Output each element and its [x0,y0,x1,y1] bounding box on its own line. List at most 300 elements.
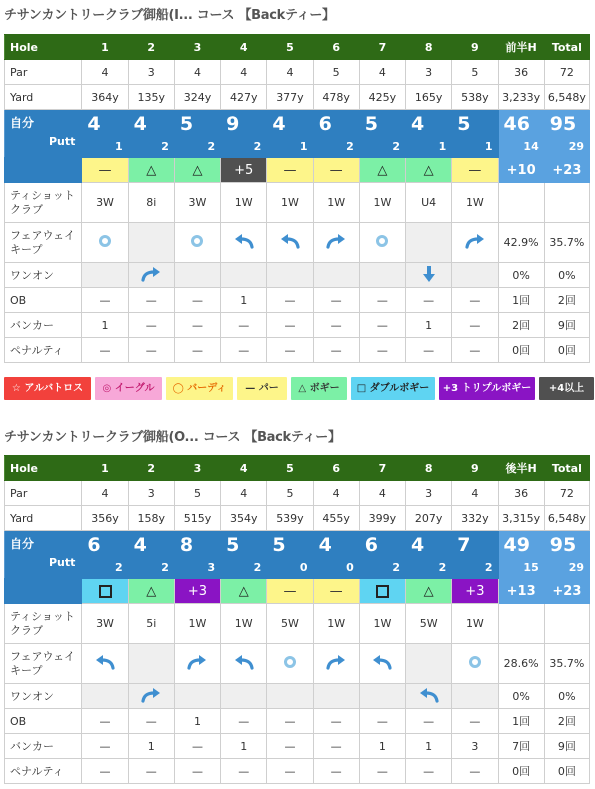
penalty-cell: — [82,759,128,784]
ob-cell: — [452,288,498,313]
yard-cell: 135y [128,85,174,110]
one-on-cell [82,263,128,288]
header-cell: Total [544,35,589,60]
front-course-title: チサンカントリークラブ御船(I... コース 【Backティー】 [4,8,335,23]
self-label-cell [5,531,82,579]
yard-cell: 427y [221,85,267,110]
penalty-cell: — [359,338,405,363]
one-on-cell [452,263,498,288]
stroke-cell [128,110,174,158]
yard-cell: 364y [82,85,128,110]
putt-count: 2 [392,561,401,574]
one-on-row [5,684,590,709]
bunker-cell: — [359,313,405,338]
stroke-cell [452,531,498,579]
putt-count: 15 [523,561,539,574]
miss-right-icon [140,272,162,285]
miss-right-icon [464,239,486,252]
row-label [5,604,82,644]
club-cell: 1W [313,183,359,223]
club-cell: 1W [221,604,267,644]
header-cell: 6 [313,35,359,60]
penalty-cell: — [313,338,359,363]
ob-cell: 1回 [498,288,544,313]
stroke-count: 6 [318,113,332,135]
row-label: Yard [5,85,82,110]
self-label: 自分 [10,116,35,130]
penalty-cell: 0回 [498,759,544,784]
penalty-cell: — [452,759,498,784]
par-cell: 4 [82,481,128,506]
miss-right-icon [325,239,347,252]
ob-cell: 1 [221,288,267,313]
header-cell: Hole [5,456,82,481]
miss-right-icon [186,660,208,673]
row-label: ワンオン [5,263,82,288]
stroke-cell [221,531,267,579]
penalty-cell: — [221,338,267,363]
bunker-cell: — [174,734,220,759]
ob-cell: — [359,288,405,313]
club-cell: 3W [82,604,128,644]
result-cell: △ [221,579,267,604]
result-sum-cell: +23 [544,158,589,183]
yard-cell: 455y [313,506,359,531]
putt-count: 3 [207,561,216,574]
ob-cell: 1 [174,709,220,734]
yard-cell: 324y [174,85,220,110]
row-label: Par [5,60,82,85]
stroke-count: 4 [272,113,286,135]
stroke-cell [544,531,589,579]
yard-row [5,506,590,531]
row-label: ペナルティ [5,338,82,363]
par-cell: 3 [128,60,174,85]
bunker-row [5,734,590,759]
one-on-cell [174,263,220,288]
one-on-cell [267,684,313,709]
club-label: ティショット クラブ [10,609,75,637]
short-icon [422,273,436,286]
result-cell: △ [128,579,174,604]
double-bogey-box-icon [99,585,112,598]
result-label-cell [5,158,82,183]
bunker-cell: 9回 [544,313,589,338]
fairway-cell [174,644,220,684]
club-cell: 1W [174,604,220,644]
putt-label: Putt [48,135,76,148]
bunker-row [5,313,590,338]
penalty-cell: — [406,338,452,363]
putt-count: 2 [438,561,447,574]
one-on-cell [359,684,405,709]
one-on-cell [267,263,313,288]
one-on-row [5,263,590,288]
bunker-cell: — [128,313,174,338]
club-sum-cell [498,183,544,223]
legend-triple: +3 トリプルボギー [439,377,535,400]
penalty-cell: — [452,338,498,363]
fairway-cell [452,644,498,684]
putt-count: 29 [568,561,584,574]
fairway-cell-na [406,644,452,684]
putt-count: 2 [161,561,169,574]
stroke-count: 4 [411,113,425,135]
bunker-cell: 1 [221,734,267,759]
miss-left-icon [233,660,255,673]
yard-cell: 207y [406,506,452,531]
result-cell: +5 [221,158,267,183]
ob-cell: — [174,288,220,313]
miss-right-icon [325,660,347,673]
par-cell: 4 [452,481,498,506]
result-sum-cell: +23 [544,579,589,604]
club-cell: 3W [174,183,220,223]
ob-cell: — [313,709,359,734]
fairway-cell [221,644,267,684]
result-cell: — [452,158,498,183]
one-on-rate-cell: 0% [544,263,589,288]
fairway-cell [452,223,498,263]
self-label: 自分 [10,537,35,551]
row-label [5,183,82,223]
club-cell: 1W [313,604,359,644]
fairway-cell-na [406,223,452,263]
header-cell: 8 [406,35,452,60]
yard-cell: 399y [359,506,405,531]
front-scorecard [4,34,590,363]
result-cell: — [267,579,313,604]
club-label: ティショット クラブ [10,188,75,216]
bunker-cell: — [313,313,359,338]
stroke-count: 4 [133,113,147,135]
putt-count: 1 [114,140,123,153]
one-on-rate-cell: 0% [544,684,589,709]
club-cell: 5W [267,604,313,644]
club-cell: 1W [359,183,405,223]
fairway-hit-icon [283,659,297,672]
yard-cell: 354y [221,506,267,531]
par-cell: 4 [267,60,313,85]
club-cell: 1W [452,604,498,644]
fairway-hit-icon [98,238,112,251]
header-cell: 4 [221,35,267,60]
penalty-cell: — [406,759,452,784]
result-cell: △ [174,158,220,183]
stroke-count: 46 [503,113,530,135]
yard-cell: 3,233y [498,85,544,110]
ob-cell: — [406,709,452,734]
ob-cell: — [313,288,359,313]
stroke-count: 4 [87,113,101,135]
fairway-cell [82,644,128,684]
par-cell: 36 [498,60,544,85]
penalty-cell: — [221,759,267,784]
score-legend [4,377,594,401]
penalty-cell: 0回 [544,759,589,784]
bunker-cell: — [267,313,313,338]
fairway-cell [267,223,313,263]
putt-count: 2 [161,140,169,153]
ob-cell: 1回 [498,709,544,734]
miss-left-icon [418,693,440,706]
putt-count: 29 [568,140,584,153]
one-on-cell [313,684,359,709]
penalty-cell: — [128,759,174,784]
header-cell: Total [544,456,589,481]
putt-count: 1 [484,140,493,153]
result-row [5,579,590,604]
club-cell: 8i [128,183,174,223]
club-cell: 1W [359,604,405,644]
bunker-cell: 1 [406,313,452,338]
row-label: OB [5,288,82,313]
par-cell: 4 [82,60,128,85]
header-cell: 前半H [498,35,544,60]
yard-cell: 356y [82,506,128,531]
yard-cell: 515y [174,506,220,531]
row-label: バンカー [5,734,82,759]
penalty-cell: 0回 [498,338,544,363]
putt-count: 0 [346,561,354,574]
row-label: ペナルティ [5,759,82,784]
club-cell: 1W [221,183,267,223]
row-label: バンカー [5,313,82,338]
self-score-row [5,110,590,158]
row-label: Par [5,481,82,506]
result-cell: — [82,158,128,183]
ob-row [5,288,590,313]
club-cell: U4 [406,183,452,223]
result-cell: — [267,158,313,183]
header-cell: 4 [221,456,267,481]
back-scorecard [4,455,590,784]
bunker-cell: — [82,734,128,759]
putt-count: 2 [392,140,401,153]
legend-bogey: △ ボギー [291,377,347,400]
header-cell: Hole [5,35,82,60]
fairway-cell-na [128,223,174,263]
legend-birdie: ◯ バーディ [166,377,233,400]
putt-count: 1 [438,140,447,153]
yard-cell: 538y [452,85,498,110]
header-cell: 9 [452,35,498,60]
stroke-cell [406,531,452,579]
fairway-cell [313,223,359,263]
stroke-count: 5 [226,534,240,556]
header-cell: 2 [128,35,174,60]
putt-count: 1 [299,140,308,153]
par-cell: 5 [452,60,498,85]
stroke-cell [128,531,174,579]
stroke-count: 95 [549,534,577,556]
fairway-label: フェアウェイ キープ [10,228,76,256]
stroke-count: 8 [179,534,194,556]
miss-left-icon [371,660,393,673]
par-cell: 5 [174,481,220,506]
putt-count: 2 [253,561,262,574]
penalty-cell: 0回 [544,338,589,363]
stroke-cell [174,531,220,579]
fairway-row [5,644,590,684]
par-cell: 72 [544,60,589,85]
stroke-cell [406,110,452,158]
penalty-cell: — [359,759,405,784]
legend-eagle: ◎ イーグル [95,377,162,400]
legend-albatross: ☆ アルバトロス [4,377,91,400]
putt-count: 2 [346,140,354,153]
club-cell: 1W [452,183,498,223]
par-cell: 3 [128,481,174,506]
header-cell: 5 [267,456,313,481]
yard-cell: 158y [128,506,174,531]
fairway-rate-cell: 42.9% [498,223,544,263]
header-cell: 後半H [498,456,544,481]
bunker-cell: — [174,313,220,338]
miss-right-icon [140,693,162,706]
stroke-count: 5 [272,534,286,556]
bunker-cell: 3 [452,734,498,759]
one-on-cell [452,684,498,709]
stroke-count: 4 [411,534,425,556]
one-on-cell [128,263,174,288]
stroke-cell [267,110,313,158]
fairway-rate-cell: 35.7% [544,223,589,263]
result-cell: △ [359,158,405,183]
yard-cell: 165y [406,85,452,110]
one-on-cell [221,263,267,288]
stroke-cell [544,110,589,158]
result-sum-cell: +10 [498,158,544,183]
par-cell: 5 [267,481,313,506]
putt-count: 2 [253,140,262,153]
miss-left-icon [94,660,116,673]
par-cell: 4 [221,481,267,506]
one-on-cell [82,684,128,709]
par-cell: 4 [313,481,359,506]
result-label-cell [5,579,82,604]
yard-cell: 6,548y [544,85,589,110]
yard-cell: 332y [452,506,498,531]
one-on-cell [174,684,220,709]
row-label: OB [5,709,82,734]
fairway-label: フェアウェイ キープ [10,649,76,677]
tee-club-row [5,604,590,644]
header-row [5,456,590,481]
bunker-cell: 1 [359,734,405,759]
fairway-rate-cell: 28.6% [498,644,544,684]
putt-count: 2 [207,140,216,153]
par-cell: 4 [221,60,267,85]
bunker-cell: — [313,734,359,759]
stroke-cell [82,531,128,579]
header-cell: 7 [359,456,405,481]
one-on-cell [359,263,405,288]
stroke-cell [221,110,267,158]
stroke-count: 4 [318,534,332,556]
ob-cell: — [452,709,498,734]
miss-left-icon [279,239,301,252]
result-cell: △ [128,158,174,183]
result-cell: +3 [174,579,220,604]
header-cell: 5 [267,35,313,60]
yard-cell: 6,548y [544,506,589,531]
legend-par: — パー [237,377,287,400]
putt-label: Putt [48,556,76,569]
header-cell: 3 [174,35,220,60]
stroke-count: 5 [179,113,194,135]
fairway-cell [221,223,267,263]
putt-count: 0 [299,561,308,574]
back-course-title: チサンカントリークラブ御船(O... コース 【Backティー】 [4,430,341,445]
ob-cell: — [82,709,128,734]
bunker-cell: 9回 [544,734,589,759]
club-cell: 3W [82,183,128,223]
bunker-cell: 7回 [498,734,544,759]
bunker-cell: — [221,313,267,338]
fairway-cell-na [128,644,174,684]
fairway-cell [313,644,359,684]
header-cell: 9 [452,456,498,481]
one-on-rate-cell: 0% [498,263,544,288]
ob-cell: — [406,288,452,313]
fairway-cell [82,223,128,263]
result-cell: — [313,579,359,604]
result-row [5,158,590,183]
par-cell: 3 [406,60,452,85]
stroke-count: 7 [457,534,471,556]
header-cell: 1 [82,35,128,60]
stroke-count: 9 [226,113,240,135]
fairway-cell [174,223,220,263]
ob-cell: — [267,709,313,734]
stroke-count: 5 [457,113,471,135]
par-cell: 4 [359,60,405,85]
result-cell: △ [406,579,452,604]
ob-cell: — [221,709,267,734]
one-on-rate-cell: 0% [498,684,544,709]
putt-count: 2 [484,561,493,574]
penalty-cell: — [174,338,220,363]
bunker-cell: — [452,313,498,338]
putt-count: 2 [114,561,123,574]
stroke-count: 49 [503,534,530,556]
stroke-cell [359,110,405,158]
header-cell: 8 [406,456,452,481]
miss-left-icon [233,239,255,252]
double-bogey-box-icon [376,585,389,598]
result-sum-cell: +13 [498,579,544,604]
penalty-cell: — [128,338,174,363]
fairway-rate-cell: 35.7% [544,644,589,684]
yard-row [5,85,590,110]
result-cell: +3 [452,579,498,604]
penalty-row [5,338,590,363]
result-cell: — [313,158,359,183]
club-cell: 1W [267,183,313,223]
fairway-row [5,223,590,263]
ob-cell: — [128,288,174,313]
penalty-row [5,759,590,784]
yard-cell: 539y [267,506,313,531]
stroke-cell [498,110,544,158]
club-total-cell [544,604,589,644]
result-cell: △ [406,158,452,183]
bunker-cell: 1 [406,734,452,759]
par-cell: 5 [313,60,359,85]
par-cell: 3 [406,481,452,506]
header-cell: 6 [313,456,359,481]
